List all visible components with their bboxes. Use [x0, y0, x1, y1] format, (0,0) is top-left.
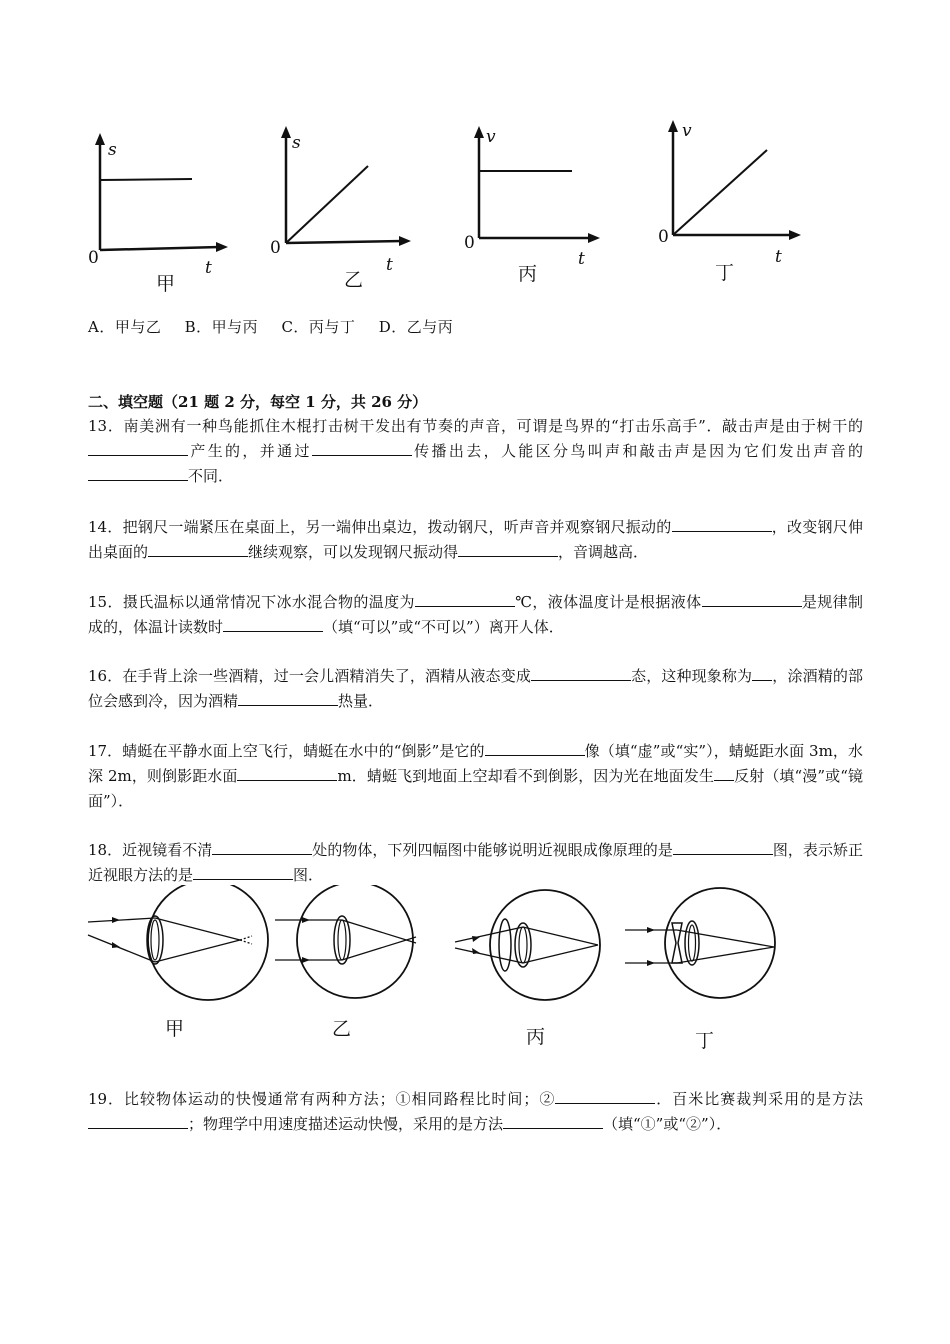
q16-blank-1[interactable]	[531, 666, 631, 681]
q17-text-4: 反射（填“漫”或“镜面”）．	[88, 767, 863, 810]
graph-yi-xlabel: t	[386, 255, 393, 275]
q13-blank-1[interactable]	[88, 441, 188, 456]
q17-text-3: m．蜻蜓飞到地面上空却看不到倒影，因为光在地面发生	[337, 767, 715, 785]
q15-blank-1[interactable]	[415, 592, 515, 607]
q13-text-2: 产生的，并通过	[188, 442, 312, 460]
eye-diagram-jia	[88, 885, 268, 1040]
q19-blank-3[interactable]	[503, 1114, 603, 1129]
graph-yi-line	[286, 166, 368, 243]
eye-diagram-jia-label: 甲	[165, 1018, 185, 1040]
q19-text-2: ．百米比赛裁判采用的是方法	[655, 1090, 863, 1108]
q14-blank-3[interactable]	[458, 542, 558, 557]
q14-blank-2[interactable]	[148, 542, 248, 557]
graph-jia-xlabel: t	[205, 258, 212, 278]
question-17	[88, 739, 863, 814]
q15-blank-2[interactable]	[702, 592, 802, 607]
q16-text-3: ，涂酒精的部位会感到冷，因为酒精	[88, 667, 863, 710]
q18-text-1: 18．近视镜看不清	[88, 841, 213, 859]
q16-text-1: 16．在手背上涂一些酒精，过一会儿酒精消失了，酒精从液态变成	[88, 667, 531, 685]
graph-jia-origin: 0	[88, 248, 99, 268]
q14-text-1: 14．把钢尺一端紧压在桌面上，另一端伸出桌边，拨动钢尺，听声音并观察钢尺振动的	[88, 518, 672, 536]
graph-bing-svg	[462, 118, 612, 293]
q15-text-3: 是规律制成的，体温计读数时	[88, 593, 863, 636]
graph-bing	[462, 118, 612, 297]
question-18	[88, 838, 863, 888]
q14-text-4: ，音调越高．	[558, 543, 649, 561]
graph-ding-line	[673, 150, 767, 235]
eye-diagram-ding-label: 丁	[695, 1030, 715, 1052]
graph-ding-name: 丁	[715, 262, 735, 284]
q18-text-3: 图，表示矫正近视眼方法的是	[88, 841, 863, 884]
q14-text-2: ，改变钢尺伸出桌面的	[88, 518, 863, 561]
q19-text-1: 19．比较物体运动的快慢通常有两种方法；①相同路程比时间；②	[88, 1090, 556, 1108]
graph-yi-ylabel: s	[292, 133, 301, 153]
graph-bing-origin: 0	[464, 233, 475, 253]
graph-ding-svg	[655, 112, 825, 292]
choice-b: B．甲与丙	[184, 318, 259, 336]
eye-diagram-yi	[275, 885, 416, 1040]
q13-text-4: 不同．	[188, 467, 234, 485]
q13-text-3: 传播出去，人能区分鸟叫声和敲击声是因为它们发出声音的	[411, 442, 863, 460]
choice-c: C．丙与丁	[281, 318, 356, 336]
q14-text-3: 继续观察，可以发现钢尺振动得	[248, 543, 459, 561]
q17-blank-2[interactable]	[237, 766, 337, 781]
q16-text-4: 热量．	[338, 692, 384, 710]
graph-jia-ylabel: s	[108, 140, 117, 160]
q15-text-2: ℃，液体温度计是根据液体	[514, 593, 702, 611]
q17-blank-1[interactable]	[485, 741, 585, 756]
graph-yi-svg	[268, 118, 418, 293]
eye-diagrams	[80, 885, 800, 1060]
choice-d: D．乙与丙	[378, 318, 454, 336]
eye-diagram-yi-label: 乙	[332, 1018, 352, 1040]
graph-jia-svg	[80, 125, 230, 300]
section-title: 二、填空题（21 题 2 分，每空 1 分，共 26 分）	[88, 393, 428, 411]
graph-jia	[80, 125, 230, 304]
question-16	[88, 664, 863, 714]
q13-text-1: 13．南美洲有一种鸟能抓住木棍打击树干发出有节奏的声音，可谓是鸟界的“打击乐高手”．敲击声是由于树干的	[88, 417, 863, 435]
eye-diagram-ding	[625, 888, 775, 1052]
graph-yi-origin: 0	[270, 238, 281, 258]
q17-text-1: 17．蜻蜓在平静水面上空飞行，蜻蜓在水中的“倒影”是它的	[88, 742, 485, 760]
graph-ding-ylabel: v	[682, 121, 692, 141]
question-14	[88, 515, 863, 565]
q15-text-1: 15．摄氏温标以通常情况下冰水混合物的温度为	[88, 593, 415, 611]
graph-jia-name: 甲	[156, 273, 176, 295]
question-19	[88, 1087, 863, 1137]
q19-blank-2[interactable]	[88, 1114, 188, 1129]
graph-ding-origin: 0	[658, 227, 669, 247]
q14-blank-1[interactable]	[672, 517, 772, 532]
eye-diagram-bing-label: 丙	[526, 1026, 546, 1048]
q19-text-3: ；物理学中用速度描述运动快慢，采用的是方法	[188, 1115, 504, 1133]
q19-text-4: （填“①”或“②”）．	[603, 1115, 732, 1133]
q17-blank-3[interactable]	[714, 766, 734, 781]
q13-blank-3[interactable]	[88, 466, 188, 481]
graph-yi-name: 乙	[344, 269, 364, 291]
graph-bing-ylabel: v	[486, 127, 496, 147]
graph-yi	[268, 118, 418, 297]
q18-text-2: 处的物体，下列四幅图中能够说明近视眼成像原理的是	[312, 841, 673, 859]
q13-blank-2[interactable]	[312, 441, 412, 456]
q18-blank-1[interactable]	[212, 840, 312, 855]
q18-blank-3[interactable]	[193, 865, 293, 880]
answer-choices	[88, 316, 471, 337]
q16-blank-3[interactable]	[238, 691, 338, 706]
q16-text-2: 态，这种现象称为	[630, 667, 753, 685]
question-15	[88, 590, 863, 640]
q16-blank-2[interactable]	[752, 666, 772, 681]
q18-blank-2[interactable]	[673, 840, 773, 855]
graph-ding	[655, 112, 825, 296]
graph-bing-xlabel: t	[578, 249, 585, 269]
q15-blank-3[interactable]	[223, 617, 323, 632]
eye-diagrams-svg	[80, 885, 800, 1060]
q15-text-4: （填“可以”或“不可以”）离开人体．	[323, 618, 564, 636]
q18-text-4: 图．	[293, 866, 324, 884]
graph-jia-line	[100, 179, 192, 180]
q19-blank-1[interactable]	[555, 1089, 655, 1104]
question-13	[88, 414, 863, 489]
choice-a: A．甲与乙	[88, 318, 162, 336]
graph-bing-name: 丙	[518, 263, 538, 285]
q17-text-2: 像（填“虚”或“实”），蜻蜓距水面 3m，水深 2m，则倒影距水面	[88, 742, 863, 785]
eye-diagram-bing	[455, 890, 600, 1048]
graph-ding-xlabel: t	[775, 247, 782, 267]
